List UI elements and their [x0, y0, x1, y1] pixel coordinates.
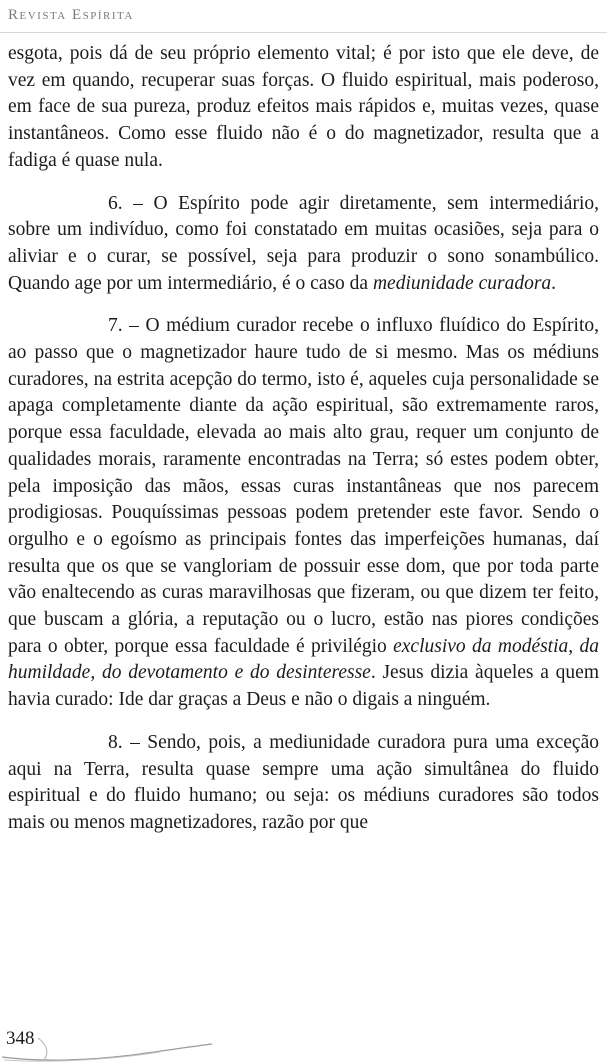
paragraph-text: 8. – Sendo, pois, a mediunidade curadora pura uma exceção aqui na Terra, resulta quase sempre uma ação simultânea do fluido espiritual e do fluido humano; ou seja: os médiuns curadores são todos mais ou menos magnetizadores, razão por que: [8, 731, 599, 833]
paragraph-text: .: [551, 272, 557, 294]
paragraph-text: 7. – O médium curador recebe o influxo fluídico do Espírito, ao passo que o magnetizador haure tudo de si mesmo. Mas os médiuns curadores, na estrita acepção do termo, isto é, aqueles cuja personalidade se apaga completamente diante da ação espiritual, são extremamente raros, porque essa faculdade, elevada ao mais alto grau, requer um conjunto de qualidades morais, raramente encontradas na Terra; só estes podem obter, pela imposição das mãos, essas curas instantâneas que nos parecem prodigiosas. Pouquíssimas pessoas podem pretender este favor. Sendo o orgulho e o egoísmo as principais fontes das imperfeições humanas, daí resulta que os que se vangloriam de possuir esse dom, que por toda parte vão enaltecendo as curas maravilhosas que fizeram, ou que dizem ter feito, que buscam a glória, a reputação ou o lucro, estão nas piores condições para o obter, porque essa faculdade é privilégio: [8, 315, 599, 657]
emphasis-text: mediunidade curadora: [372, 272, 552, 294]
page-number: 348: [6, 1028, 35, 1049]
paragraph-text: . Jesus dizia àqueles a quem havia curado: Ide dar graças a Deus e não o digais a ninguém.: [8, 662, 600, 711]
running-head: Revista Espírita: [8, 7, 134, 23]
paragraph-6: [8, 191, 599, 298]
paragraph-8: [8, 730, 599, 837]
paragraph-continuation: [8, 41, 599, 175]
header-rule: [0, 32, 607, 33]
page-body: [8, 41, 599, 837]
paragraph-7: [8, 313, 599, 714]
paragraph-text: esgota, pois dá de seu próprio elemento vital; é por isto que ele deve, de vez em quando, recuperar suas forças. O fluido espiritual, mais poderoso, em face de sua pureza, produz efeitos mais rápidos e, muitas vezes, quase instantâneos. Como esse fluido não é o do magnetizador, resulta que a fadiga é quase nula.: [8, 43, 599, 171]
emphasis-text: exclusivo da modéstia, da humildade, do devotamento e do desinteresse: [8, 635, 599, 684]
paragraph-text: 6. – O Espírito pode agir diretamente, sem intermediário, sobre um indivíduo, como foi constatado em muitas ocasiões, seja para o aliviar e o curar, se possível, seja para produzir o sono sonambúlico. Quando age por um intermediário, é o caso da: [8, 192, 599, 294]
